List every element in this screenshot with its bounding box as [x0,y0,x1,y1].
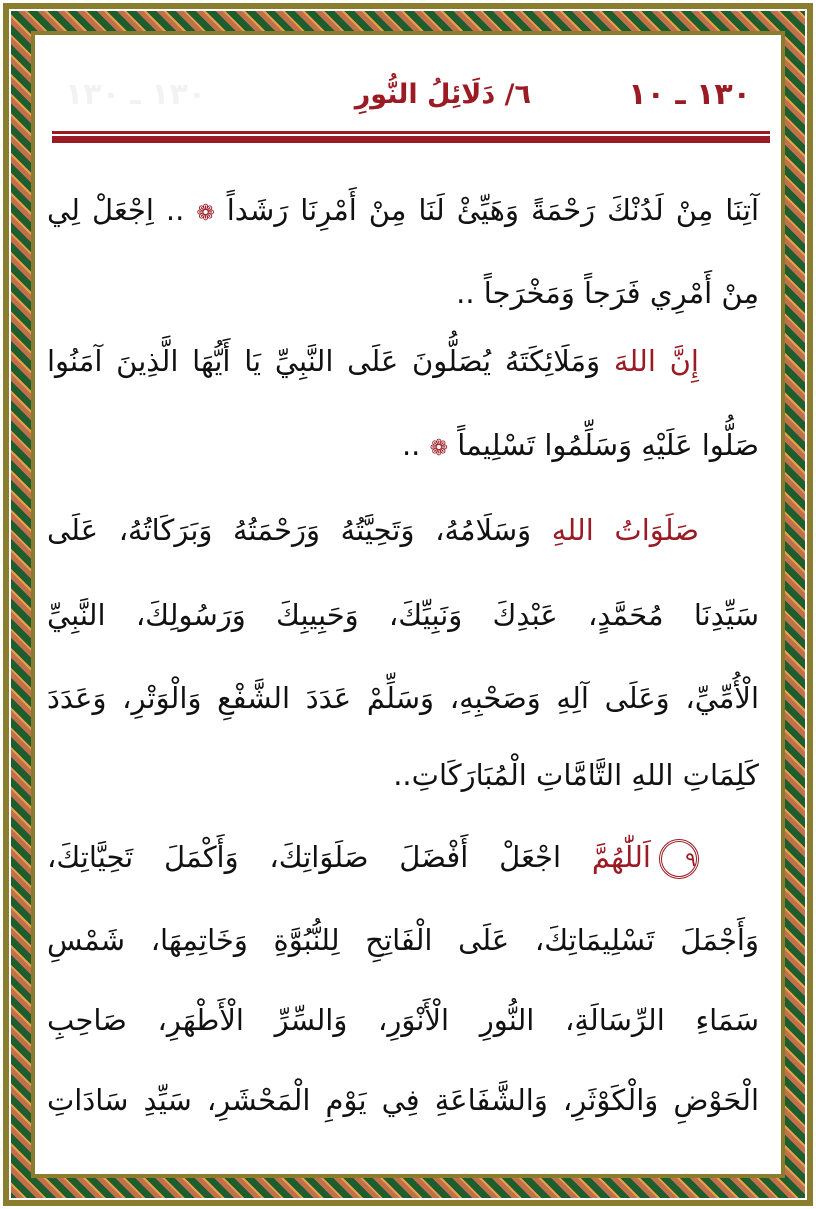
page [35,35,781,1174]
line-text: صَلُّوا عَلَيْهِ وَسَلِّمُوا تَسْلِيماً [457,428,759,462]
text-line-1 [47,180,759,240]
chapter-title: ٦/ دَلَائِلُ النُّورِ [354,79,531,110]
line-text: اجْعَلْ أَفْضَلَ صَلَوَاتِكَ، وَأَكْمَلَ تَحِيَّاتِكَ، [47,840,592,874]
line-text: وَمَلَائِكَتَهُ يُصَلُّونَ عَلَى النَّبِيِّ يَا أَيُّهَا الَّذِينَ آمَنُوا [47,344,614,378]
line-text: آتِنَا مِنْ لَدُنْكَ رَحْمَةً وَهَيِّئْ لَنَا مِنْ أَمْرِنَا رَشَداً [226,193,760,227]
section-number-badge: ٩ [659,839,699,879]
text-line-5 [47,500,759,560]
text-line-7 [47,668,759,728]
line-text: الْأُمِّيِّ، وَعَلَى آلِهِ وَصَحْبِهِ، وَسَلِّمْ عَدَدَ الشَّفْعِ وَالْوَتْرِ، وَعَدَدَ [47,681,759,715]
header-rule-thick [52,136,770,143]
text-line-12 [47,1070,759,1130]
flower-separator-icon: ❁ [429,436,449,461]
text-line-6 [47,585,759,645]
line-text: كَلِمَاتِ اللهِ التَّامَّاتِ الْمُبَارَكَاتِ.. [393,758,759,792]
line-tail: .. اِجْعَلْ لِي [47,193,197,227]
ghost-page-number: ١٣٠ ـ ١٣٠ [65,77,207,112]
line-text: وَسَلَامُهُ، وَتَحِيَّتُهُ وَرَحْمَتُهُ وَبَرَكَاتُهُ، عَلَى [47,513,552,547]
text-line-3 [47,331,759,391]
line-text: وَأَجْمَلَ تَسْلِيمَاتِكَ، عَلَى الْفَاتِحِ لِلنُّبُوَّةِ وَخَاتِمِهَا، شَمْسِ [47,923,759,957]
text-line-10 [47,910,759,970]
text-line-2 [47,263,759,323]
line-text: الْحَوْضِ وَالْكَوْثَرِ، وَالشَّفَاعَةِ فِي يَوْمِ الْمَحْشَرِ، سَيِّدِ سَادَاتِ [47,1083,759,1117]
line-text: سَيِّدِنَا مُحَمَّدٍ، عَبْدِكَ وَنَبِيِّكَ، وَحَبِيبِكَ وَرَسُولِكَ، النَّبِيِّ [47,598,759,632]
highlight-text: اَللّٰهُمَّ [591,840,651,874]
text-line-9 [47,827,759,887]
page-number: ١٣٠ ـ ١٠ [628,77,751,112]
text-line-4 [47,415,759,475]
text-line-8 [47,745,759,805]
line-text: سَمَاءِ الرِّسَالَةِ، النُّورِ الْأَنْوَرِ، وَالسِّرِّ الْأَطْهَرِ، صَاحِبِ [47,1003,759,1037]
text-line-11 [47,990,759,1050]
line-text: مِنْ أَمْرِي فَرَجاً وَمَخْرَجاً .. [456,276,759,310]
highlight-text: إِنَّ اللهَ [613,344,699,378]
flower-separator-icon: ❁ [196,201,215,226]
highlight-text: صَلَوَاتُ اللهِ [551,513,699,547]
header-rule-thin [52,131,770,134]
page-header [35,75,781,125]
line-tail: .. [401,428,430,462]
